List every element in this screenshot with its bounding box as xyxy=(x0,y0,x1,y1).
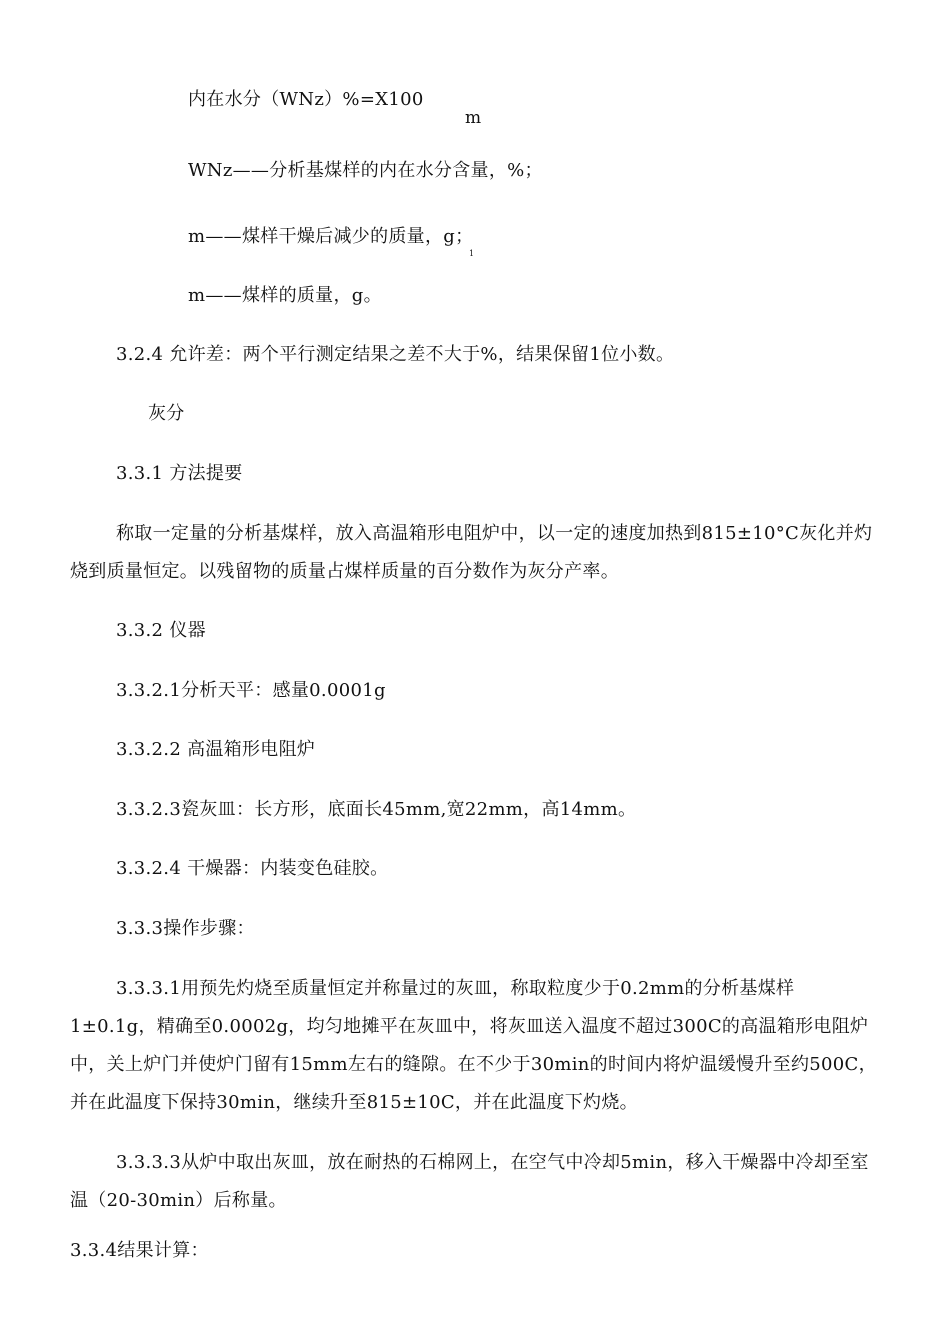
definition-wnz: WNz——分析基煤样的内在水分含量，%； xyxy=(188,160,543,181)
formula-denominator: m xyxy=(465,108,482,128)
section-3-3-2-2: 3.3.2.2 高温箱形电阻炉 xyxy=(116,739,316,760)
section-3-3-1: 3.3.1 方法提要 xyxy=(116,463,243,484)
section-3-2-4: 3.2.4 允许差：两个平行测定结果之差不大于%，结果保留1位小数。 xyxy=(116,344,675,365)
section-3-3-4: 3.3.4结果计算： xyxy=(70,1240,209,1261)
definition-m1-subscript: 1 xyxy=(469,249,475,258)
definition-m1: m——煤样干燥后减少的质量，g； xyxy=(188,226,474,247)
section-3-3-2-3: 3.3.2.3瓷灰皿：长方形，底面长45mm,宽22mm，高14mm。 xyxy=(116,799,637,820)
section-3-3-2-4: 3.3.2.4 干燥器：内装变色硅胶。 xyxy=(116,858,389,879)
definition-m: m——煤样的质量，g。 xyxy=(188,285,382,306)
paragraph-3-3-3-1: 3.3.3.1用预先灼烧至质量恒定并称量过的灰皿，称取粒度少于0.2mm的分析基煤样1±0.1g，精确至0.0002g，均匀地摊平在灰皿中，将灰皿送入温度不超过300C的高温箱形电阻炉中，关上炉门并使炉门留有15mm左右的缝隙。在不少于30min的时间内将炉温缓慢升至约500C，并在此温度下保持30min，继续升至815±10C，并在此温度下灼烧。 xyxy=(70,978,877,1113)
formula-line: 内在水分（WNz）%=X100 xyxy=(188,89,424,110)
section-3-3-2: 3.3.2 仪器 xyxy=(116,620,206,641)
section-3-3-3: 3.3.3操作步骤： xyxy=(116,918,255,939)
paragraph-3-3-1: 称取一定量的分析基煤样，放入高温箱形电阻炉中，以一定的速度加热到815±10°C灰化并灼烧到质量恒定。以残留物的质量占煤样质量的百分数作为灰分产率。 xyxy=(70,523,873,582)
heading-ash: 灰分 xyxy=(148,403,185,424)
section-3-3-2-1: 3.3.2.1分析天平：感量0.0001g xyxy=(116,680,386,701)
paragraph-3-3-3-3: 3.3.3.3从炉中取出灰皿，放在耐热的石棉网上，在空气中冷却5min，移入干燥器中冷却至室温（20-30min）后称量。 xyxy=(70,1152,869,1211)
